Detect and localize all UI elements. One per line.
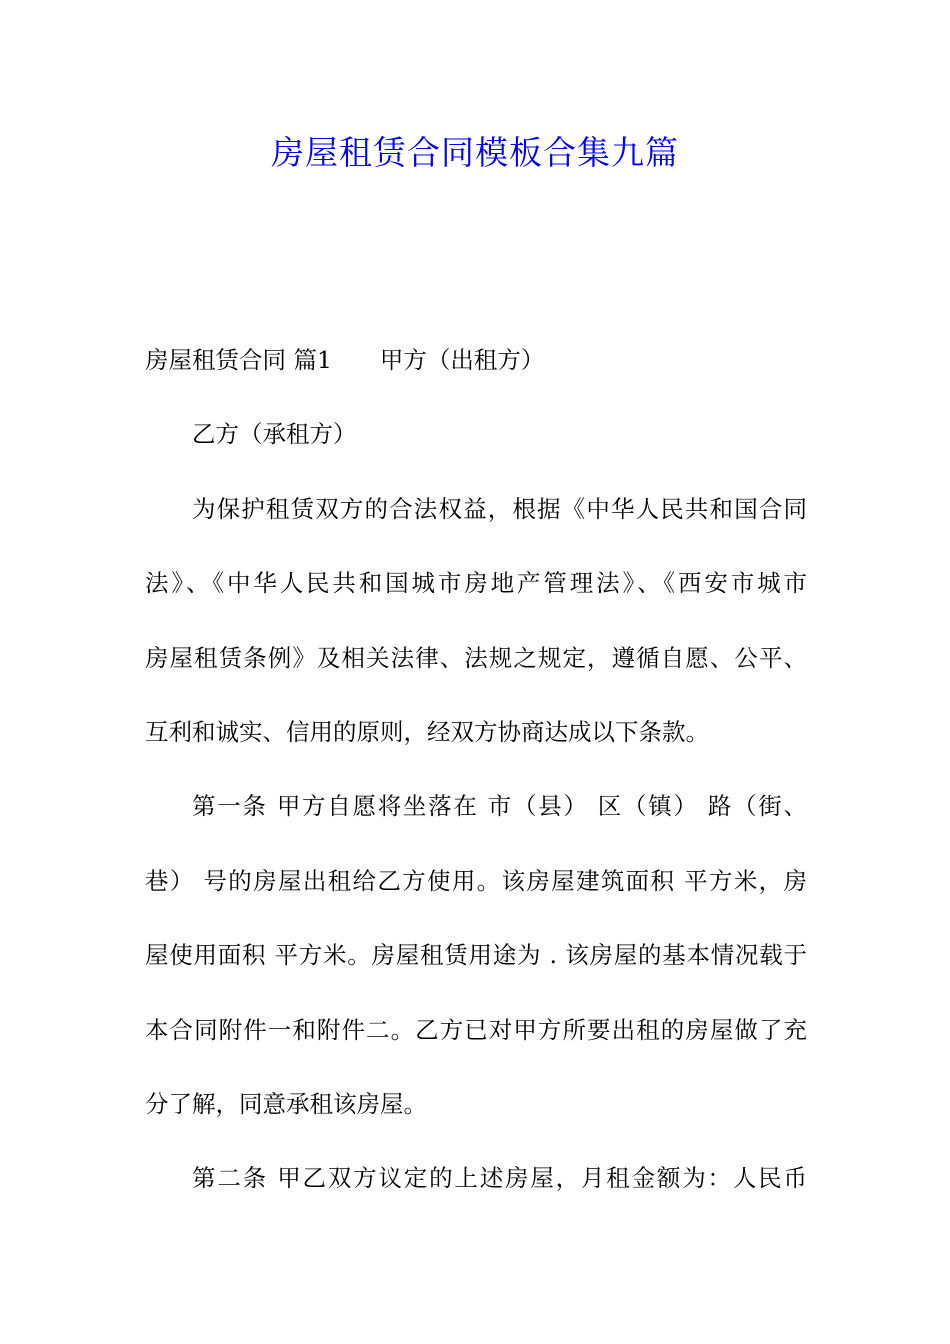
article-one-line: 分了解，同意承租该房屋。: [145, 1089, 427, 1118]
paragraph-line: 法》、《中华人民共和国城市房地产管理法》、《西安市城市: [145, 569, 807, 598]
party-b-line: 乙方（承租方）: [192, 420, 357, 449]
paragraph-line: 互利和诚实、信用的原则，经双方协商达成以下条款。: [145, 717, 709, 746]
contract-heading-line: [145, 339, 807, 413]
article-two-line: 第二条 甲乙双方议定的上述房屋，月租金额为：人民币: [192, 1164, 807, 1193]
article-one-line: 本合同附件一和附件二。乙方已对甲方所要出租的房屋做了充: [145, 1015, 807, 1044]
article-one-line: 屋使用面积 平方米。房屋租赁用途为 . 该房屋的基本情况载于: [145, 941, 807, 970]
party-a-label: 甲方（出租方）: [379, 346, 545, 374]
article-one-line: 第一条 甲方自愿将坐落在 市（县） 区（镇） 路（街、: [192, 792, 807, 821]
contract-heading-label: 房屋租赁合同 篇1: [145, 346, 332, 374]
article-one-line: 巷） 号的房屋出租给乙方使用。该房屋建筑面积 平方米，房: [145, 866, 807, 895]
paragraph-line: 为保护租赁双方的合法权益，根据《中华人民共和国合同: [192, 494, 807, 523]
document-body: [145, 339, 807, 1232]
document-title: 房屋租赁合同模板合集九篇: [271, 133, 679, 172]
paragraph-line: 房屋租赁条例》及相关法律、法规之规定，遵循自愿、公平、: [145, 643, 807, 672]
